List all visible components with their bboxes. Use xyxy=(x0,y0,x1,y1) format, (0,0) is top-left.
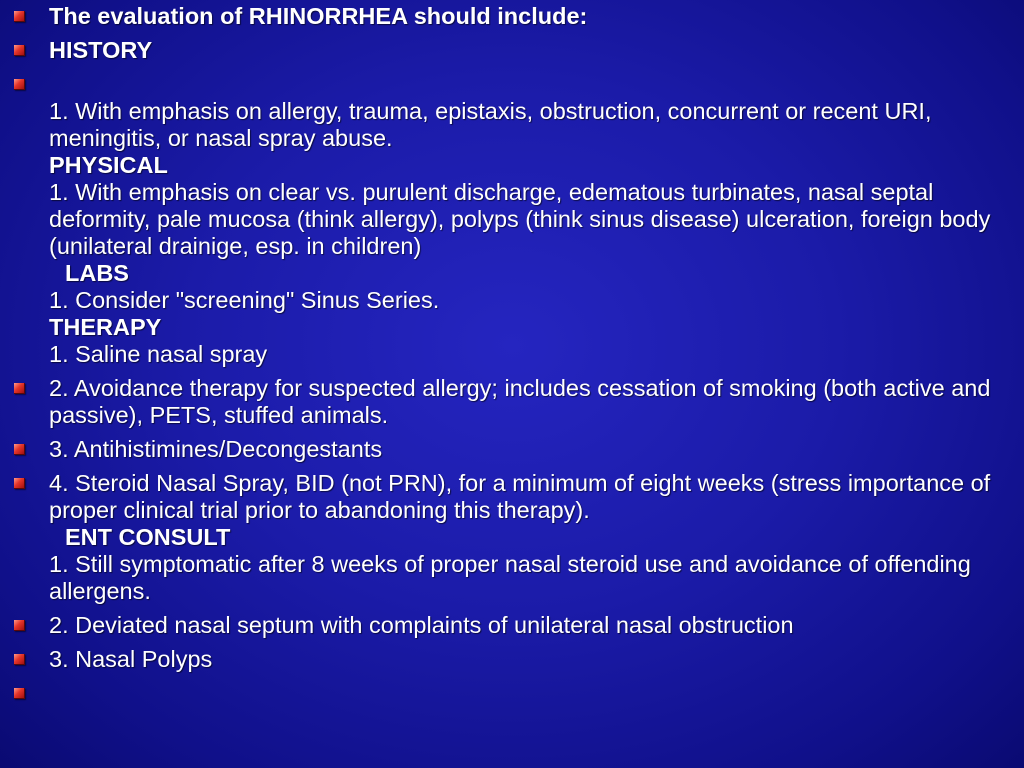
bullet-square-icon xyxy=(14,620,25,631)
bullet-square-icon xyxy=(14,478,25,489)
bullet-square-icon xyxy=(14,383,25,394)
bullet-item-antihistamines xyxy=(14,436,1012,463)
ent-consult-heading: ENT CONSULT xyxy=(65,524,231,550)
steroid-text: 4. Steroid Nasal Spray, BID (not PRN), for a minimum of eight weeks (stress importance of proper clinical trial prior to abandoning this therapy). xyxy=(49,470,991,523)
bullet-item-history-block xyxy=(14,71,1012,368)
bullet-square-icon xyxy=(14,11,25,22)
ent-consult-detail: 1. Still symptomatic after 8 weeks of proper nasal steroid use and avoidance of offending allergens. xyxy=(49,551,971,604)
history-heading: HISTORY xyxy=(49,37,153,63)
septum-text: 2. Deviated nasal septum with complaints of unilateral nasal obstruction xyxy=(49,612,794,638)
physical-heading: PHYSICAL xyxy=(49,152,168,178)
bullet-item-intro xyxy=(14,3,1012,30)
therapy-heading: THERAPY xyxy=(49,314,162,340)
therapy-detail: 1. Saline nasal spray xyxy=(49,341,268,367)
blank-line xyxy=(49,71,1012,98)
bullet-item-steroid xyxy=(14,470,1012,605)
bullet-square-icon xyxy=(14,79,25,90)
bullet-item-avoidance xyxy=(14,375,1012,429)
bullet-square-icon xyxy=(14,45,25,56)
history-detail: 1. With emphasis on allergy, trauma, epistaxis, obstruction, concurrent or recent URI, meningitis, or nasal spray abuse. xyxy=(49,98,932,151)
avoidance-text: 2. Avoidance therapy for suspected allergy; includes cessation of smoking (both active and passive), PETS, stuffed animals. xyxy=(49,375,991,428)
labs-heading: LABS xyxy=(65,260,129,286)
bullet-square-icon xyxy=(14,654,25,665)
polyps-text: 3. Nasal Polyps xyxy=(49,646,213,672)
empty-text xyxy=(49,680,1012,707)
bullet-item-septum xyxy=(14,612,1012,639)
bullet-square-icon xyxy=(14,688,25,699)
intro-heading: The evaluation of RHINORRHEA should include: xyxy=(49,3,588,29)
antihistamines-text: 3. Antihistimines/Decongestants xyxy=(49,436,383,462)
bullet-item-empty xyxy=(14,680,1012,707)
labs-detail: 1. Consider "screening" Sinus Series. xyxy=(49,287,440,313)
bullet-list xyxy=(14,3,1012,707)
bullet-item-history xyxy=(14,37,1012,64)
bullet-square-icon xyxy=(14,444,25,455)
physical-detail: 1. With emphasis on clear vs. purulent discharge, edematous turbinates, nasal septal deformity, pale mucosa (think allergy), polyps (think sinus disease) ulceration, foreign body (unilateral drainige, esp. in children) xyxy=(49,179,991,259)
bullet-item-polyps xyxy=(14,646,1012,673)
